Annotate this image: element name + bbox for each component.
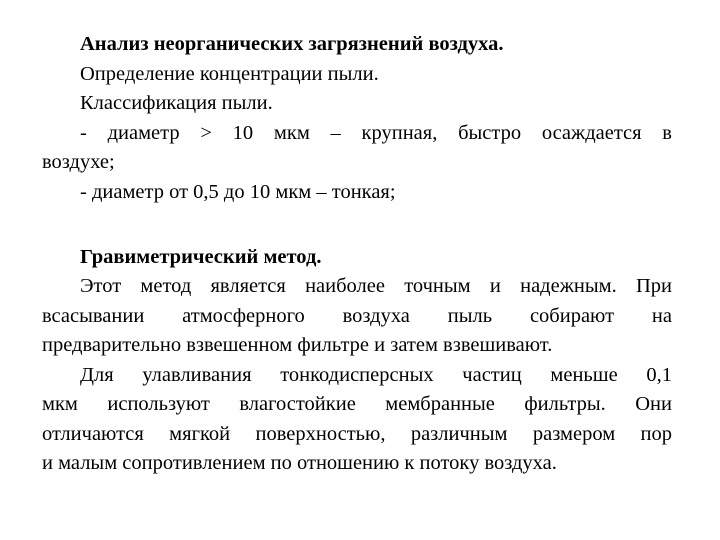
- paragraph-line: отличаются мягкой поверхностью, различным размером пор: [42, 422, 672, 445]
- subheading-concentration: Определение концентрации пыли.: [80, 62, 379, 85]
- list-item-coarse: - диаметр > 10 мкм – крупная, быстро осаждается в: [80, 121, 672, 144]
- spacer: [42, 213, 672, 243]
- list-item-coarse-continuation: воздухе;: [42, 151, 115, 173]
- paragraph-line: предварительно взвешенном фильтре и затем взвешивают.: [42, 334, 553, 356]
- paragraph-line: и малым сопротивлением по отношению к потоку воздуха.: [42, 452, 557, 474]
- list-item-fine: - диаметр от 0,5 до 10 мкм – тонкая;: [80, 180, 396, 203]
- method-heading: Гравиметрический метод.: [80, 245, 322, 268]
- document-body: [42, 30, 672, 479]
- paragraph-line: мкм используют влагостойкие мембранные фильтры. Они: [42, 393, 672, 415]
- subheading-classification: Классификация пыли.: [80, 92, 273, 114]
- section-heading: Анализ неорганических загрязнений воздуха.: [80, 33, 504, 55]
- paragraph-line: Этот метод является наиболее точным и надежным. При: [80, 275, 672, 297]
- paragraph-line: всасывании атмосферного воздуха пыль собирают на: [42, 304, 672, 327]
- paragraph-line: Для улавливания тонкодисперсных частиц меньше 0,1: [80, 363, 672, 386]
